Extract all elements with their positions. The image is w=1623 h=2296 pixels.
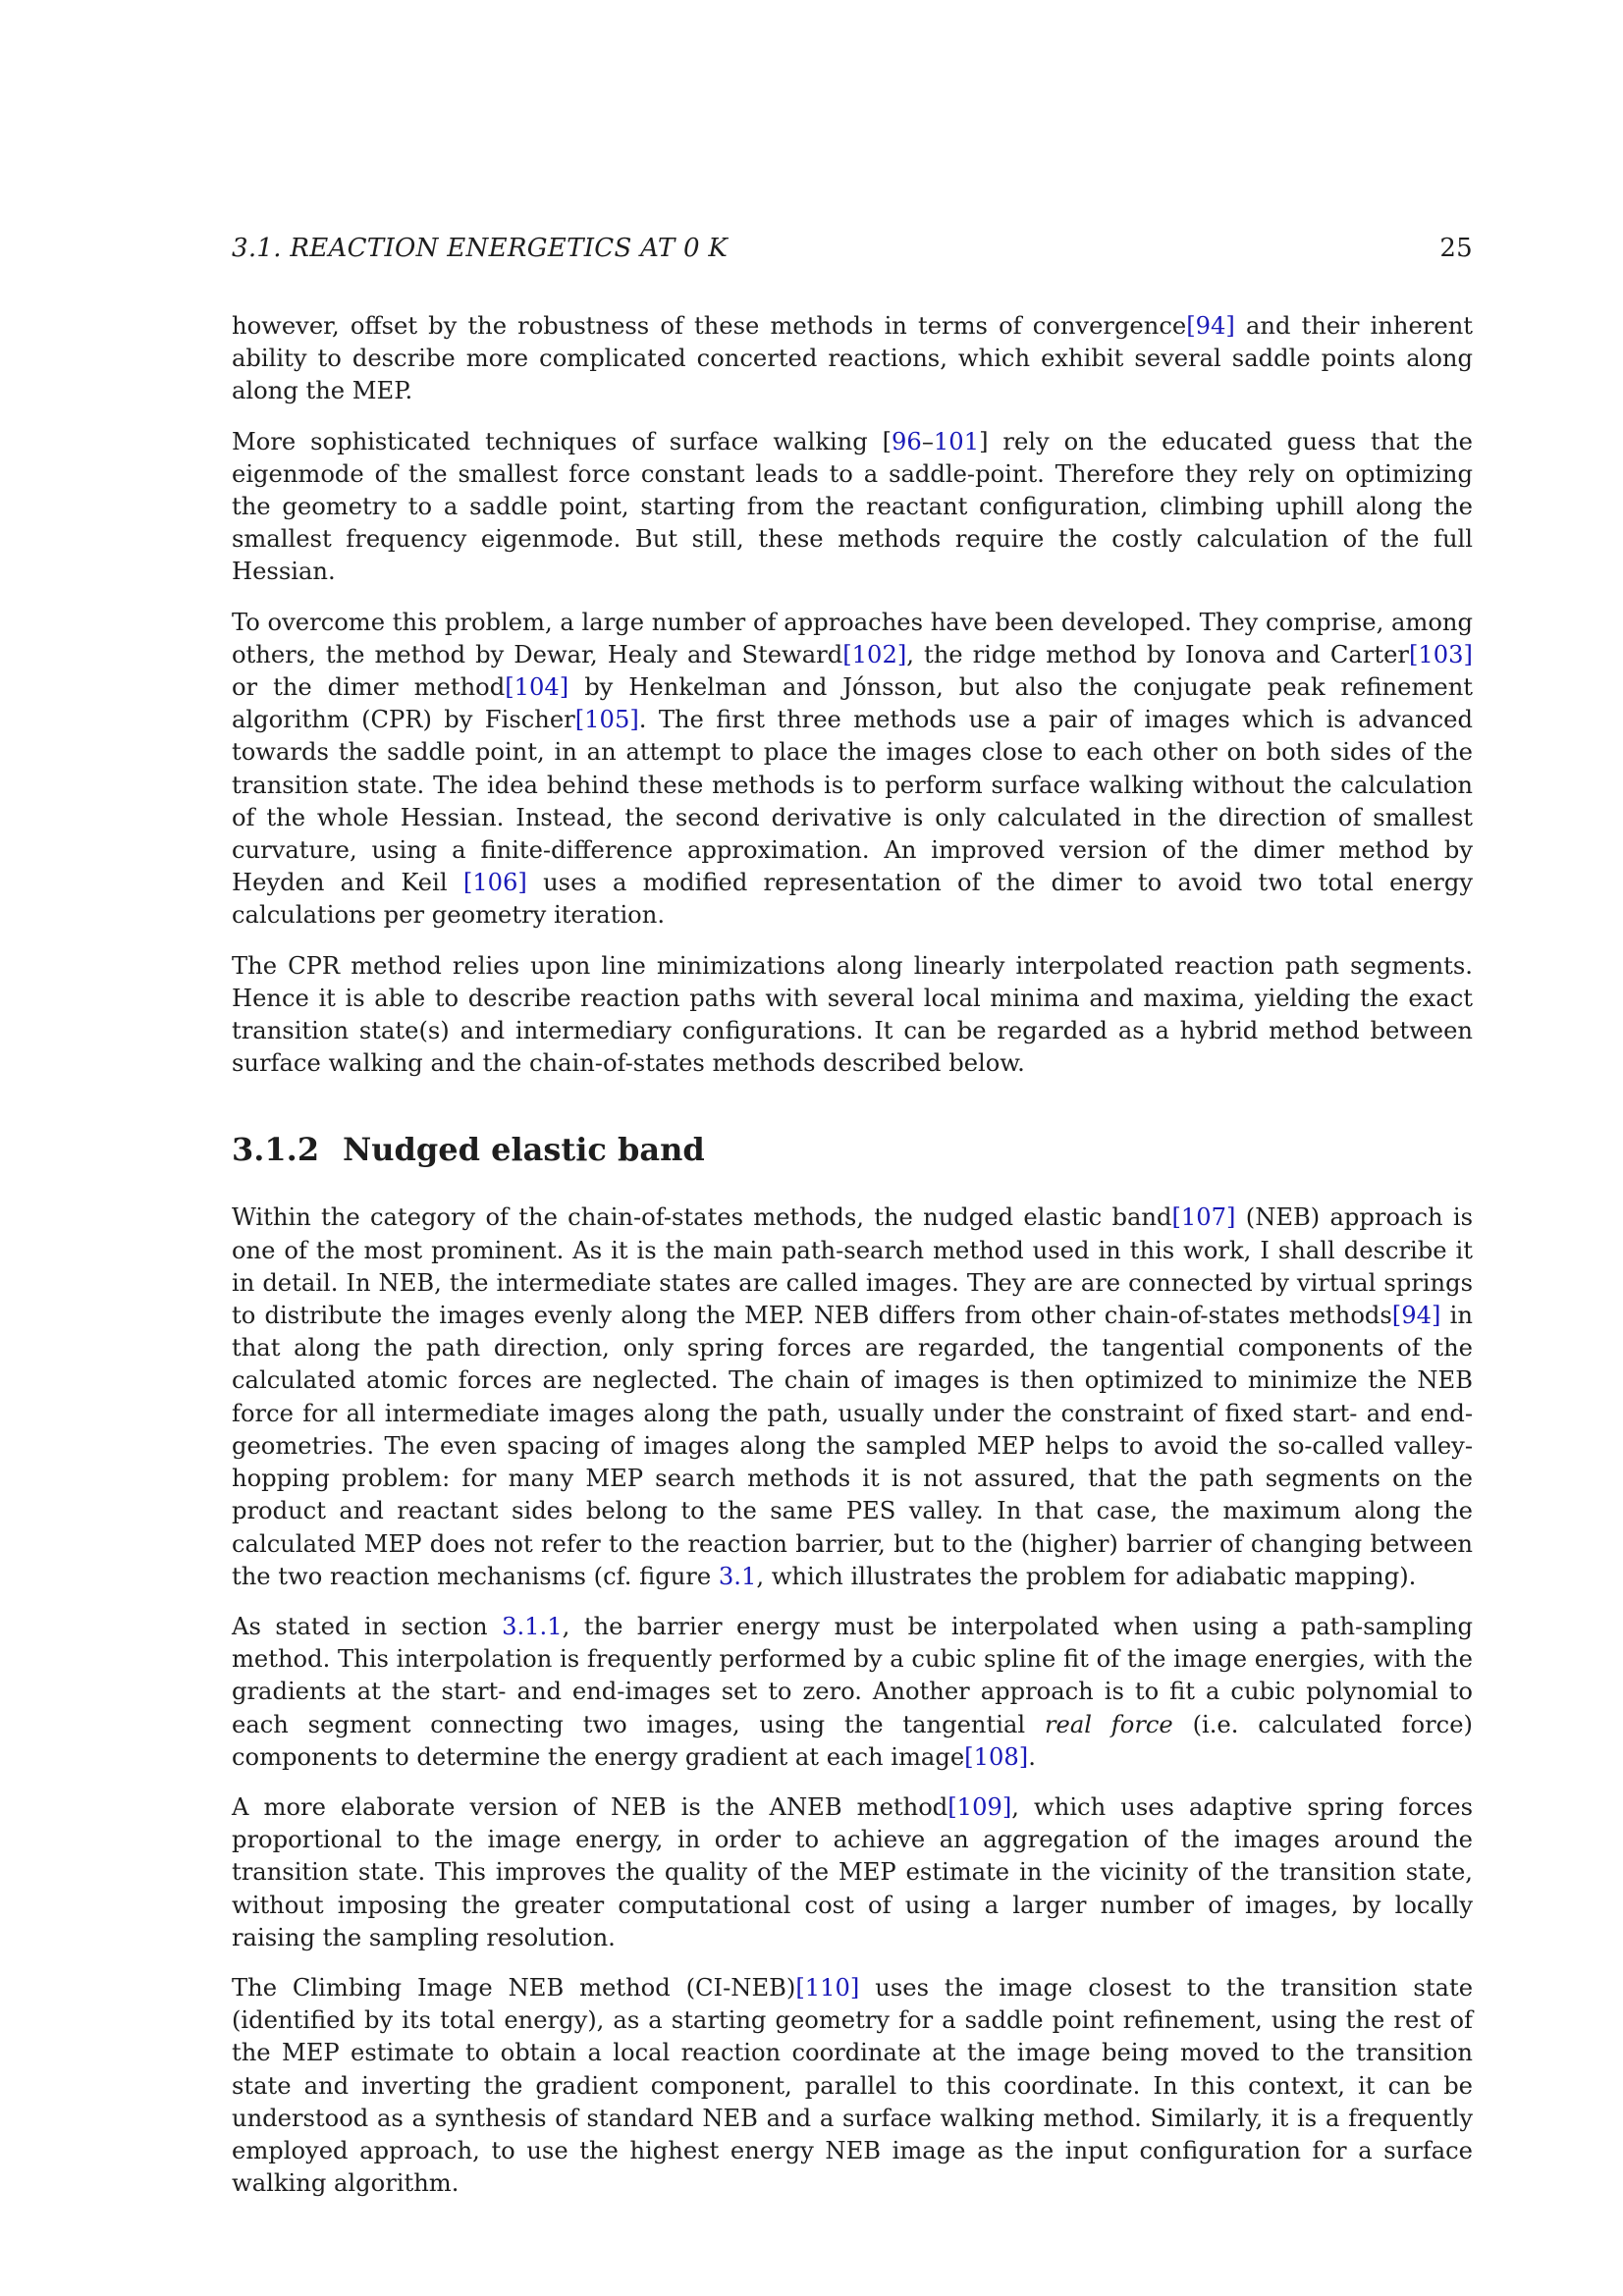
- citation-link[interactable]: 101: [933, 427, 980, 455]
- page-number: 25: [1439, 234, 1473, 263]
- paragraph-7: A more elaborate version of NEB is the ANEB method[109], which uses adaptive spring forces proportional to the image energy, in order to achieve an aggregation of the images around the transition state. This improves the quality of the MEP estimate in the vicinity of the transition state, without imposing the greater computational cost of using a larger number of images, by locally raising the sampling resolution.: [232, 1792, 1473, 1951]
- paragraph-1: however, offset by the robustness of these methods in terms of convergence[94] and their inherent ability to describe more complicated concerted reactions, which exhibit several saddle points along along the MEP.: [232, 312, 1473, 405]
- page-body: [232, 310, 1473, 2217]
- paragraph-5: Within the category of the chain-of-states methods, the nudged elastic band[107] (NEB) approach is one of the most prominent. As it is the main path-search method used in this work, I shall describe it in detail. In NEB, the intermediate states are called images. They are are connected by virtual springs to distribute the images evenly along the MEP. NEB differs from other chain-of-states methods[94] in that along the path direction, only spring forces are regarded, the tangential components of the calculated atomic forces are neglected. The chain of images is then optimized to minimize the NEB force for all intermediate images along the path, usually under the constraint of fixed start- and end-geometries. The even spacing of images along the sampled MEP helps to avoid the so-called valley-hopping problem: for many MEP search methods it is not assured, that the path segments on the product and reactant sides belong to the same PES valley. In that case, the maximum along the calculated MEP does not refer to the reaction barrier, but to the (higher) barrier of changing between the two reaction mechanisms (cf. figure 3.1, which illustrates the problem for adiabatic mapping).: [232, 1203, 1473, 1590]
- section-title: Nudged elastic band: [343, 1131, 705, 1169]
- citation-link[interactable]: [102]: [842, 640, 907, 668]
- citation-link[interactable]: [94]: [1186, 312, 1235, 340]
- section-link[interactable]: 3.1.1: [502, 1612, 563, 1640]
- citation-link[interactable]: [107]: [1171, 1203, 1236, 1232]
- running-header-title: 3.1. REACTION ENERGETICS AT 0 K: [232, 234, 729, 263]
- section-heading: [232, 1131, 1473, 1168]
- running-header: [232, 234, 1473, 263]
- citation-link[interactable]: [110]: [795, 1973, 860, 2002]
- citation-link[interactable]: [103]: [1408, 640, 1473, 668]
- citation-link[interactable]: [109]: [947, 1792, 1012, 1821]
- paragraph-2: More sophisticated techniques of surface walking [96–101] rely on the educated guess that the eigenmode of the smallest force constant leads to a saddle-point. Therefore they rely on optimizing the geometry to a saddle point, starting from the reactant configuration, climbing uphill along the smallest frequency eigenmode. But still, these methods require the costly calculation of the full Hessian.: [232, 427, 1473, 586]
- figure-link[interactable]: 3.1: [718, 1562, 757, 1590]
- paragraph-3: To overcome this problem, a large number of approaches have been developed. They comprise, among others, the method by Dewar, Healy and Steward[102], the ridge method by Ionova and Carter[103] or the dimer method[104] by Henkelman and Jónsson, but also the conjugate peak refinement algorithm (CPR) by Fischer[105]. The first three methods use a pair of images which is advanced towards the saddle point, in an attempt to place the images close to each other on both sides of the transition state. The idea behind these methods is to perform surface walking without the calculation of the whole Hessian. Instead, the second derivative is only calculated in the direction of smallest curvature, using a finite-difference approximation. An improved version of the dimer method by Heyden and Keil [106] uses a modified representation of the dimer to avoid two total energy calculations per geometry iteration.: [232, 608, 1473, 930]
- citation-link[interactable]: [105]: [574, 706, 639, 734]
- paragraph-6: As stated in section 3.1.1, the barrier energy must be interpolated when using a path-sampling method. This interpolation is frequently performed by a cubic spline fit of the image energies, with the gradients at the start- and end-images set to zero. Another approach is to fit a cubic polynomial to each segment connecting two images, using the tangential real force (i.e. calculated force) components to determine the energy gradient at each image[108].: [232, 1612, 1473, 1771]
- citation-link[interactable]: 96: [892, 427, 922, 455]
- citation-link[interactable]: [106]: [462, 869, 527, 897]
- citation-link[interactable]: [108]: [964, 1742, 1029, 1771]
- citation-link[interactable]: [104]: [505, 673, 569, 702]
- citation-link[interactable]: [94]: [1391, 1302, 1441, 1330]
- section-number: 3.1.2: [232, 1131, 320, 1169]
- paragraph-4: The CPR method relies upon line minimizations along linearly interpolated reaction path segments. Hence it is able to describe reaction paths with several local minima and maxima, yielding the exact transition state(s) and intermediary configurations. It can be regarded as a hybrid method between surface walking and the chain-of-states methods described below.: [232, 951, 1473, 1078]
- paragraph-8: The Climbing Image NEB method (CI-NEB)[110] uses the image closest to the transition state (identified by its total energy), as a starting geometry for a saddle point refinement, using the rest of the MEP estimate to obtain a local reaction coordinate at the image being moved to the transition state and inverting the gradient component, parallel to this coordinate. In this context, it can be understood as a synthesis of standard NEB and a surface walking method. Similarly, it is a frequently employed approach, to use the highest energy NEB image as the input configuration for a surface walking algorithm.: [232, 1973, 1474, 2198]
